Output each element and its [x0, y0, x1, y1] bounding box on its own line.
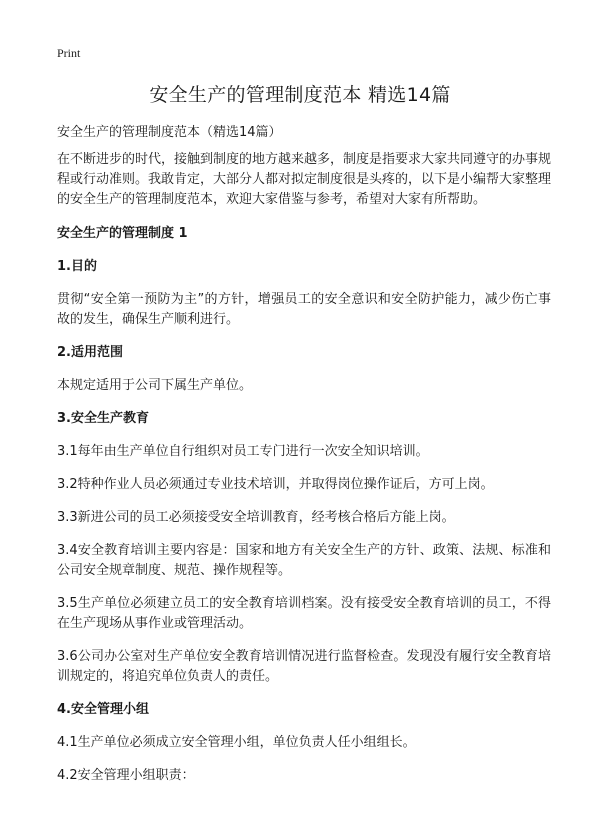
section-heading: 4.安全管理小组 — [57, 702, 149, 717]
body-paragraph: 贯彻“安全第一预防为主”的方针，增强员工的安全意识和安全防护能力，减少伤亡事故的发生，确保生产顺利进行。 — [57, 292, 551, 327]
section-heading: 2.适用范围 — [57, 345, 123, 360]
body-paragraph: 3.1每年由生产单位自行组织对员工专门进行一次安全知识培训。 — [57, 444, 429, 459]
body-paragraph: 4.2安全管理小组职责： — [57, 768, 195, 783]
section-title: 安全生产的管理制度 1 — [57, 226, 188, 241]
body-paragraph: 4.1生产单位必须成立安全管理小组，单位负责人任小组组长。 — [57, 735, 416, 750]
section-heading: 1.目的 — [57, 259, 97, 274]
section-blocks — [57, 257, 551, 786]
page-subtitle: 安全生产的管理制度范本（精选14篇） — [57, 125, 282, 140]
intro-paragraph: 在不断进步的时代，接触到制度的地方越来越多，制度是指要求大家共同遵守的办事规程或行动准则。我敢肯定，大部分人都对拟定制度很是头疼的，以下是小编帮大家整理的安全生产的管理制度范本，欢迎大家借鉴与参考，希望对大家有所帮助。 — [57, 152, 552, 207]
body-paragraph: 本规定适用于公司下属生产单位。 — [57, 378, 253, 393]
document-body — [57, 150, 551, 799]
body-paragraph: 3.6公司办公室对生产单位安全教育培训情况进行监督检查。发现没有履行安全教育培训规定的，将追究单位负责人的责任。 — [57, 649, 551, 684]
page-title: 安全生产的管理制度范本 精选14篇 — [149, 84, 451, 106]
body-paragraph: 3.5生产单位必须建立员工的安全教育培训档案。没有接受安全教育培训的员工，不得在生产现场从事作业或管理活动。 — [57, 596, 551, 631]
body-paragraph: 3.4安全教育培训主要内容是：国家和地方有关安全生产的方针、政策、法规、标准和公司安全规章制度、规范、操作规程等。 — [57, 543, 551, 578]
body-paragraph: 3.3新进公司的员工必须接受安全培训教育，经考核合格后方能上岗。 — [57, 510, 455, 525]
body-paragraph: 3.2特种作业人员必须通过专业技术培训，并取得岗位操作证后，方可上岗。 — [57, 477, 494, 492]
section-heading: 3.安全生产教育 — [57, 411, 149, 426]
print-link[interactable]: Print — [57, 46, 81, 60]
